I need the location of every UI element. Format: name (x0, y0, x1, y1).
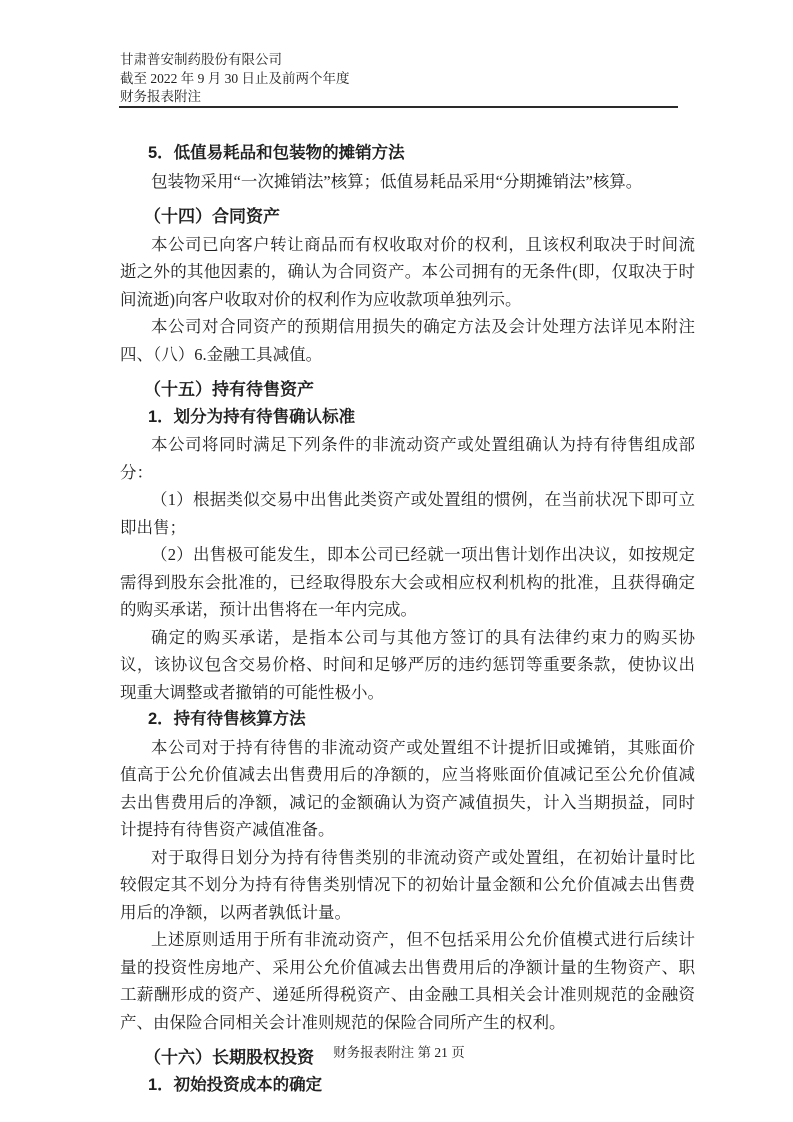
body-paragraph: 本公司将同时满足下列条件的非流动资产或处置组确认为持有待售组成部分： (120, 435, 695, 482)
body-paragraph: 包装物采用“一次摊销法”核算；低值易耗品采用“分期摊销法”核算。 (151, 171, 643, 191)
header-divider (119, 106, 678, 108)
heading-section: （十六）长期股权投资 (144, 1048, 314, 1067)
page-footer (120, 1041, 678, 1061)
body-paragraph: （2）出售极可能发生，即本公司已经就一项出售计划作出决议，如按规定需得到股东会批准的，已经取得股东大会或相应权利机构的批准，且获得确定的购买承诺，预计出售将在一年内完成。 (120, 545, 695, 619)
page-header (120, 51, 350, 107)
doc-title: 财务报表附注 (120, 89, 201, 104)
heading-numbered: 1．初始投资成本的确定 (148, 1075, 323, 1094)
body-paragraph: 确定的购买承诺，是指本公司与其他方签订的具有法律约束力的购买协议，该协议包含交易价格、时间和足够严厉的违约惩罚等重要条款，使协议出现重大调整或者撤销的可能性极小。 (120, 627, 695, 702)
body-paragraph: （1）根据类似交易中出售此类资产或处置组的惯例，在当前状况下即可立即出售； (120, 490, 695, 537)
body-paragraph: 本公司对于持有待售的非流动资产或处置组不计提折旧或摊销，其账面价值高于公允价值减去出售费用后的净额的，应当将账面价值减记至公允价值减去出售费用后的净额，减记的金额确认为资产减值损失，计入当期损益，同时计提持有待售资产减值准备。 (120, 737, 695, 839)
heading-section: （十四）合同资产 (144, 207, 280, 226)
document-body (120, 140, 695, 1099)
heading-numbered: 5．低值易耗品和包装物的摊销方法 (148, 144, 405, 162)
heading-numbered: 2．持有待售核算方法 (148, 710, 306, 728)
body-paragraph: 本公司对合同资产的预期信用损失的确定方法及会计处理方法详见本附注四、（八）6.金融工具减值。 (120, 317, 695, 364)
report-period: 截至 2022 年 9 月 30 日止及前两个年度 (120, 70, 350, 86)
body-paragraph: 本公司已向客户转让商品而有权收取对价的权利，且该权利取决于时间流逝之外的其他因素的，确认为合同资产。本公司拥有的无条件(即，仅取决于时间流逝)向客户收取对价的权利作为应收款项单独列示。 (120, 234, 695, 309)
body-paragraph: 对于取得日划分为持有待售类别的非流动资产或处置组，在初始计量时比较假定其不划分为持有待售类别情况下的初始计量金额和公允价值减去出售费用后的净额，以两者孰低计量。 (120, 847, 695, 922)
company-name: 甘肃普安制药股份有限公司 (120, 52, 282, 67)
body-paragraph: 上述原则适用于所有非流动资产，但不包括采用公允价值模式进行后续计量的投资性房地产、采用公允价值减去出售费用后的净额计量的生物资产、职工薪酬形成的资产、递延所得税资产、由金融工具相关会计准则规范的金融资产、由保险合同相关会计准则规范的保险合同所产生的权利。 (120, 930, 695, 1032)
heading-section: （十五）持有待售资产 (144, 380, 314, 399)
heading-numbered: 1．划分为持有待售确认标准 (148, 407, 356, 426)
footer-page-label: 财务报表附注 第 21 页 (333, 1045, 465, 1060)
